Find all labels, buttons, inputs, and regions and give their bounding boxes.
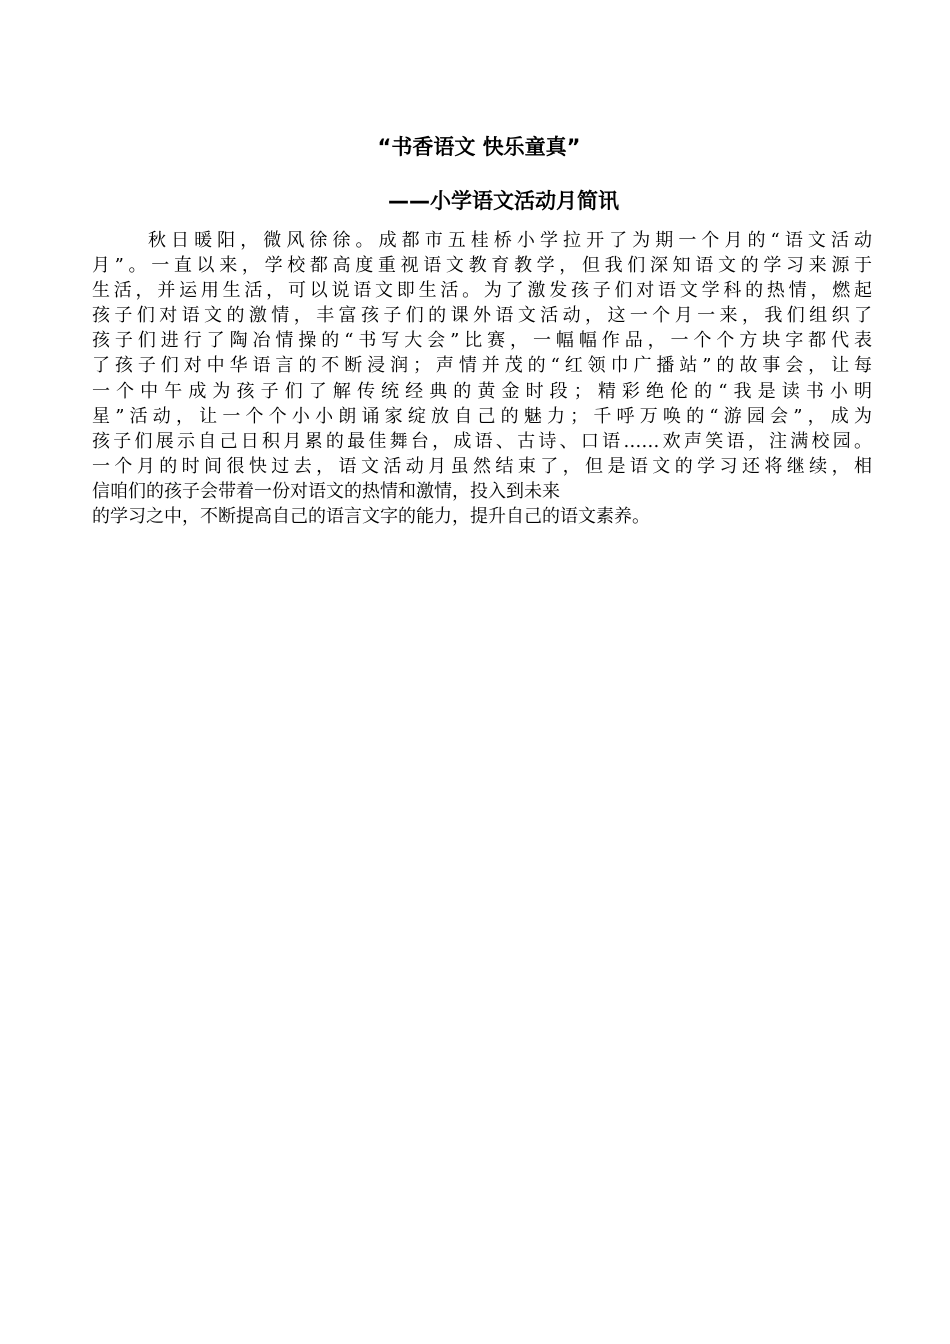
body-line: 一个月的时间很快过去，语文活动月虽然结束了，但是语文的学习还将继续，相 bbox=[92, 455, 872, 477]
body-line: 孩子们进行了陶冶情操的“书写大会”比赛，一幅幅作品，一个个方块字都代表 bbox=[92, 330, 872, 352]
body-line: 信咱们的孩子会带着一份对语文的热情和激情，投入到未来 bbox=[92, 480, 560, 502]
body-line: 月”。一直以来，学校都高度重视语文教育教学，但我们深知语文的学习来源于 bbox=[92, 255, 872, 277]
body-line: 生活，并运用生活，可以说语文即生活。为了激发孩子们对语文学科的热情，燃起 bbox=[92, 280, 872, 302]
body-line: 孩子们展示自己日积月累的最佳舞台，成语、古诗、口语……欢声笑语，注满校园。 bbox=[92, 430, 872, 452]
document-subtitle: ——小学语文活动月简讯 bbox=[388, 189, 619, 213]
body-line: 一个中午成为孩子们了解传统经典的黄金时段；精彩绝伦的“我是读书小明 bbox=[92, 380, 872, 402]
body-line: 秋日暖阳，微风徐徐。成都市五桂桥小学拉开了为期一个月的“语文活动 bbox=[148, 230, 872, 251]
body-line: 孩子们对语文的激情，丰富孩子们的课外语文活动，这一个月一来，我们组织了 bbox=[92, 305, 872, 327]
body-paragraph bbox=[92, 228, 872, 529]
document-title: “书香语文 快乐童真” bbox=[377, 135, 581, 159]
body-line: 星”活动，让一个个小小朗诵家绽放自己的魅力；千呼万唤的“游园会”，成为 bbox=[92, 405, 872, 427]
body-line: 了孩子们对中华语言的不断浸润；声情并茂的“红领巾广播站”的故事会，让每 bbox=[92, 355, 872, 377]
body-line: 的学习之中，不断提高自己的语言文字的能力，提升自己的语文素养。 bbox=[92, 506, 650, 528]
